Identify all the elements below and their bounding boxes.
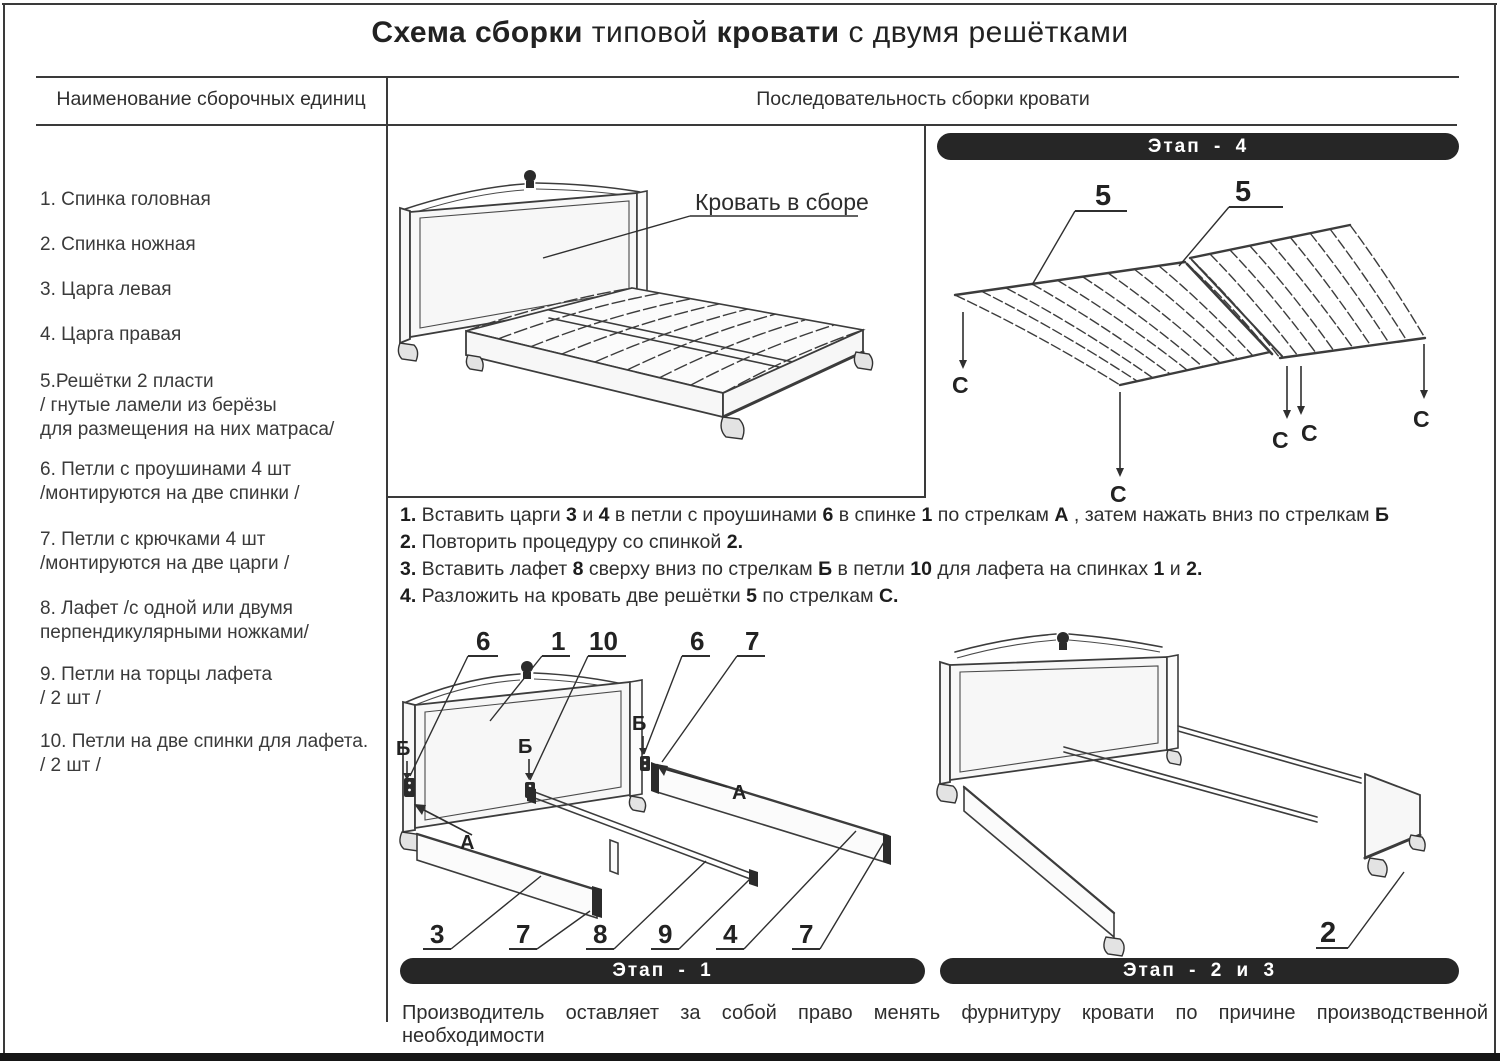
instruction-segment: в петли <box>832 558 911 580</box>
part-line: / 2 шт / <box>40 688 101 709</box>
page-border-left <box>3 3 5 1055</box>
part-line: 7. Петли с крючками 4 шт <box>40 529 266 550</box>
part-line: 5.Решётки 2 пласти <box>40 371 214 392</box>
callout-grid-5: 5 <box>1095 180 1112 212</box>
arrow-letter-c: С <box>1272 427 1289 453</box>
part-line: 10. Петли на две спинки для лафета. <box>40 731 369 752</box>
instruction-segment: Разложить на кровать две решётки <box>416 585 747 607</box>
instruction-line <box>400 556 1462 583</box>
instruction-segment: 1 <box>921 504 933 526</box>
page-border-top <box>2 3 1497 5</box>
instruction-segment: 8 <box>572 558 584 580</box>
assembled-bed-drawing <box>388 126 925 496</box>
title-seg-4: с двумя решётками <box>839 16 1129 49</box>
parts-list-item <box>40 528 385 576</box>
callout-4: 4 <box>723 919 738 949</box>
stage-4-pill: Этап - 4 <box>937 133 1459 160</box>
instruction-segment: в спинке <box>833 504 922 526</box>
headboard <box>937 632 1181 803</box>
stage4-callouts <box>952 176 1430 507</box>
part-line: для размещения на них матраса/ <box>40 419 335 440</box>
eye-hinge <box>404 778 415 797</box>
parts-list-item <box>40 323 385 347</box>
bed-foot <box>1368 858 1387 877</box>
instruction-segment: 4. <box>400 585 417 607</box>
title-seg-2: типовой <box>582 16 717 49</box>
instruction-segment: 5 <box>746 585 757 607</box>
instruction-segment: 2. <box>1186 558 1203 580</box>
instruction-segment: и <box>576 504 599 526</box>
arrow-letter-a: А <box>460 832 475 854</box>
bed-foot <box>1104 937 1124 956</box>
arrow-letter-c: С <box>1413 406 1430 432</box>
part-line: 9. Петли на торцы лафета <box>40 664 273 685</box>
instruction-segment: для лафета на спинках <box>931 558 1154 580</box>
instruction-segment: 3 <box>566 504 577 526</box>
part-line: 4. Царга правая <box>40 324 182 345</box>
stage-1-pill: Этап - 1 <box>400 958 925 984</box>
arrow-letter-a: А <box>732 782 747 804</box>
callout-2: 2 <box>1320 917 1337 949</box>
assembly-instructions <box>400 502 1462 610</box>
callout-grid-5: 5 <box>1235 176 1252 208</box>
title-seg-1: Схема сборки <box>371 16 583 49</box>
bed-foot <box>398 343 417 361</box>
sequence-column-header: Последовательность сборки кровати <box>756 88 1090 110</box>
instruction-segment: С. <box>878 585 899 607</box>
part-line: /монтируются на две царги / <box>40 553 290 574</box>
instruction-segment: по стрелкам <box>932 504 1055 526</box>
instruction-segment: в петли с проушинами <box>609 504 823 526</box>
bed-foot <box>1409 835 1425 851</box>
page-border-bottom <box>0 1053 1500 1061</box>
instruction-segment: 2. <box>400 531 417 553</box>
callout-3: 3 <box>430 919 445 949</box>
callout-8: 8 <box>593 919 608 949</box>
lafet-leg <box>610 840 618 874</box>
instruction-segment: , затем нажать вниз по стрелкам <box>1068 504 1375 526</box>
parts-list-item <box>40 370 385 442</box>
part-line: перпендикулярными ножками/ <box>40 622 309 643</box>
callout-10: 10 <box>589 626 618 656</box>
hook-hinge <box>651 762 659 794</box>
part-line: 6. Петли с проушинами 4 шт <box>40 459 292 480</box>
hook-hinge <box>592 886 602 918</box>
callout-7: 7 <box>516 919 531 949</box>
instruction-segment: Б <box>818 558 833 580</box>
instruction-segment: 1 <box>1153 558 1165 580</box>
callout-7: 7 <box>799 919 814 949</box>
stage-2-3-drawing <box>936 626 1460 956</box>
callout-7: 7 <box>745 626 760 656</box>
bed-foot <box>466 355 483 371</box>
part-line: /монтируются на две спинки / <box>40 483 300 504</box>
near-rail <box>964 787 1114 937</box>
stage-1-drawing <box>392 628 937 953</box>
instruction-segment: Б <box>1374 504 1389 526</box>
instruction-segment: сверху вниз по стрелкам <box>583 558 819 580</box>
part-line: / 2 шт / <box>40 755 101 776</box>
part-line: 8. Лафет /с одной или двумя <box>40 598 293 619</box>
grid-panel-right <box>1190 225 1425 358</box>
instruction-segment: Вставить лафет <box>416 558 573 580</box>
parts-list-item <box>40 458 385 506</box>
parts-list-item <box>40 663 385 711</box>
parts-list-item <box>40 278 385 302</box>
instruction-line <box>400 529 1462 556</box>
title-seg-3: кровати <box>716 16 840 49</box>
stage1-bottom-callouts <box>423 831 884 949</box>
page-border-right <box>1494 3 1496 1055</box>
instruction-segment: 4 <box>598 504 610 526</box>
part-line: / гнутые ламели из берёзы <box>40 395 277 416</box>
instruction-segment: 3. <box>400 558 417 580</box>
assembled-box-bottom-border <box>386 496 926 498</box>
instruction-segment: 1. <box>400 504 417 526</box>
parts-list-item <box>40 233 385 257</box>
callout-1: 1 <box>551 626 566 656</box>
instruction-segment: Повторить процедуру со спинкой <box>416 531 727 553</box>
stage23-callout <box>1316 872 1404 949</box>
parts-list-item <box>40 597 385 645</box>
parts-list-item <box>40 730 385 778</box>
headboard-ornament <box>1057 632 1069 644</box>
part-line: 3. Царга левая <box>40 279 172 300</box>
headboard-ornament <box>524 170 536 182</box>
callout-9: 9 <box>658 919 673 949</box>
end-hinge <box>749 869 758 887</box>
arrow-letter-c: С <box>1110 481 1127 507</box>
instruction-line <box>400 583 1462 610</box>
instruction-segment: по стрелкам <box>756 585 879 607</box>
assembled-bed-label: Кровать в сборе <box>695 189 869 215</box>
parts-list-item <box>40 188 385 212</box>
bed-foot <box>721 417 744 439</box>
grid-panel-left <box>955 262 1272 385</box>
bed-foot <box>1167 750 1181 765</box>
part-line: 1. Спинка головная <box>40 189 211 210</box>
rule-under-title <box>36 76 1459 78</box>
callout-6: 6 <box>476 626 491 656</box>
arrow-letter-b: Б <box>632 713 647 735</box>
footer-note: Производитель оставляет за собой право менять фурнитуру кровати по причине производственной необходимости <box>402 1002 1488 1047</box>
bed-foot <box>854 352 872 370</box>
instruction-segment: Вставить царги <box>416 504 567 526</box>
instruction-segment: и <box>1164 558 1187 580</box>
callout-6: 6 <box>690 626 705 656</box>
arrow-letter-b: Б <box>518 736 533 758</box>
arrow-letter-b: Б <box>396 738 411 760</box>
parts-column-header: Наименование сборочных единиц <box>56 88 366 110</box>
arrow-letter-c: С <box>952 372 969 398</box>
eye-hinge <box>640 756 650 771</box>
hook-hinge <box>883 833 891 865</box>
bed-foot <box>937 784 957 803</box>
part-line: 2. Спинка ножная <box>40 234 196 255</box>
end-hinge <box>527 786 536 804</box>
instruction-segment: 10 <box>910 558 932 580</box>
stage-4-drawing <box>935 170 1460 515</box>
arrow-letter-c: С <box>1301 420 1318 446</box>
instruction-segment: 2. <box>726 531 743 553</box>
page-title <box>0 16 1500 50</box>
instruction-segment: 6 <box>822 504 834 526</box>
bed-foot <box>629 796 645 812</box>
headboard-ornament <box>521 661 533 673</box>
instruction-segment: А <box>1054 504 1069 526</box>
stage-2-3-pill: Этап - 2 и 3 <box>940 958 1459 984</box>
